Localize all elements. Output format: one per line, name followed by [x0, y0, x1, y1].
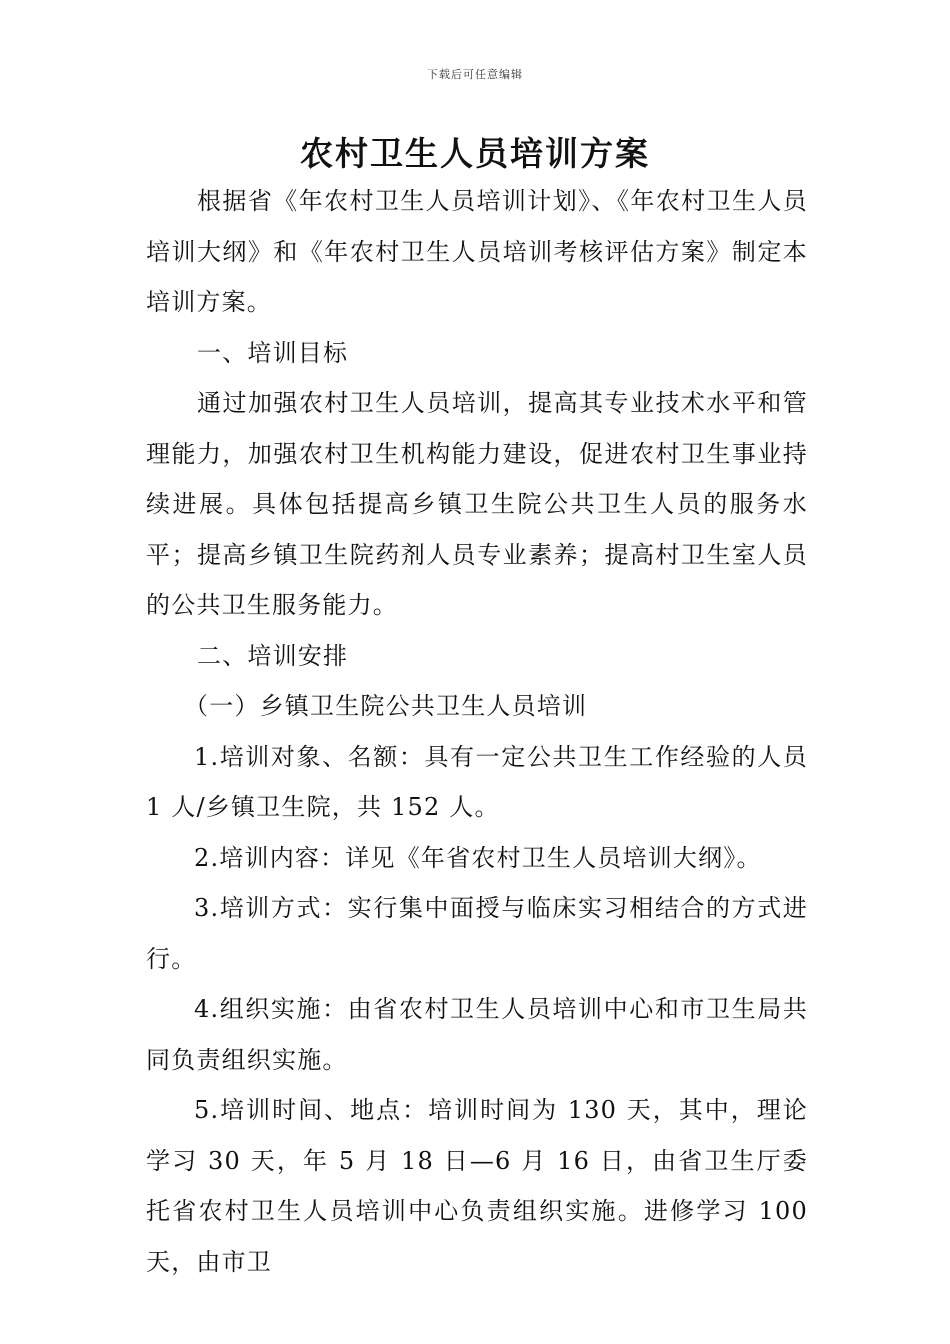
document-body [146, 176, 808, 1287]
intro-paragraph: 根据省《年农村卫生人员培训计划》、《年农村卫生人员培训大纲》和《年农村卫生人员培训考核评估方案》制定本培训方案。 [146, 187, 808, 316]
item-method: 3.培训方式：实行集中面授与临床实习相结合的方式进行。 [146, 894, 808, 973]
item-organization: 4.组织实施：由省农村卫生人员培训中心和市卫生局共同负责组织实施。 [146, 995, 808, 1074]
goals-paragraph: 通过加强农村卫生人员培训，提高其专业技术水平和管理能力，加强农村卫生机构能力建设，促进农村卫生事业持续进展。具体包括提高乡镇卫生院公共卫生人员的服务水平；提高乡镇卫生院药剂人员专业素养；提高村卫生室人员的公共卫生服务能力。 [146, 389, 808, 619]
header-note: 下载后可任意编辑 [427, 68, 523, 81]
document-title: 农村卫生人员培训方案 [300, 134, 650, 173]
item-content: 2.培训内容：详见《年省农村卫生人员培训大纲》。 [194, 843, 762, 872]
section-heading-goals: 一、培训目标 [197, 338, 349, 367]
item-trainees: 1.培训对象、名额：具有一定公共卫生工作经验的人员 1 人/乡镇卫生院，共 152 人。 [146, 742, 808, 821]
section-heading-arrangement: 二、培训安排 [197, 641, 349, 670]
item-time-location: 5.培训时间、地点：培训时间为 130 天，其中，理论学习 30 天，年 5 月 18 日—6 月 16 日，由省卫生厅委托省农村卫生人员培训中心负责组织实施。进修学习 100 天，由市卫 [146, 1096, 808, 1276]
subsection-heading-township: （一）乡镇卫生院公共卫生人员培训 [184, 692, 588, 720]
